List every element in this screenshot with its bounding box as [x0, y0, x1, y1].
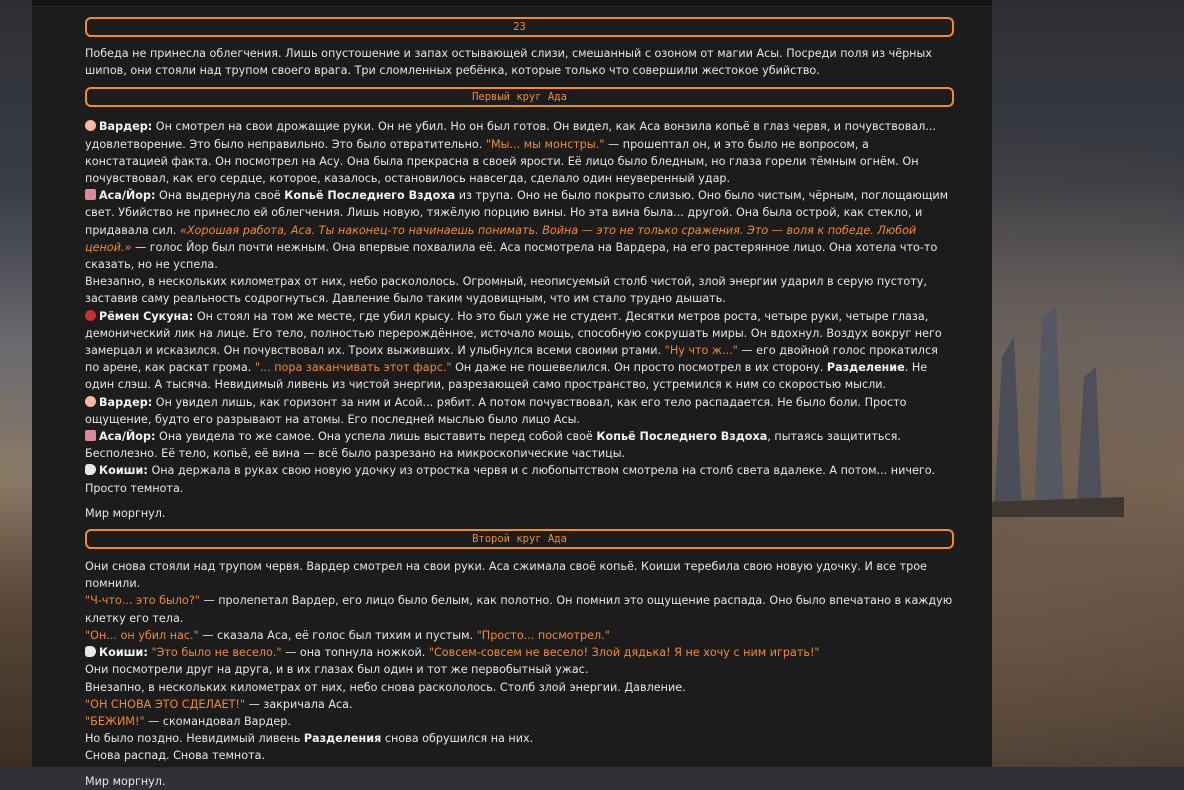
asa-paragraph-2: Аса/Йор: Она увидела то же самое. Она успела лишь выставить перед собой своё Копьё Последнего Вздоха, пытаясь защититься. Бесполезно. Её тело, копьё, её вина — всё было разрезано на микроскопические частицы.: [85, 430, 901, 461]
sukuna-paragraph: Рёмен Сукуна: Он стоял на том же месте, где убил крысу. Но это был уже не студент. Десятки метров роста, четыре руки, четыре глаза, демонический лик на лице. Его тело, полностью перерождённое, источало мощь, способную сокрушать миры. Он вдохнул. Воздух вокруг него замерцал и исказился. Он почувствовал их. Троих выживших. И улыбнулся всеми своими ртами. "Ну что ж..." — его двойной голос прокатился по арене, как раскат грома. "... пора заканчивать этот фарс." Он даже не пошевелился. Он просто посмотрел в их сторону. Разделение. Не один слэш. А тысяча. Невидимый ливень из чистой энергии, разрезающей само пространство, устремился к ним со скоростью мысли.: [85, 309, 942, 392]
section-title-first-circle: Первый круг Ада: [85, 87, 954, 107]
world-blinked-1: Мир моргнул.: [85, 506, 166, 520]
ruins-illustration: [984, 297, 1124, 517]
s2-line-1: Они снова стояли над трупом червя. Вардер смотрел на свои руки. Аса сжимала своё копьё. Коиши теребила свою новую удочку. И все трое помнили.: [85, 560, 927, 591]
woman-emoji-icon: [85, 430, 96, 441]
bird-emoji-icon: [85, 646, 96, 657]
s2-line-6: Внезапно, в нескольких километрах от них, небо снова раскололось. Столб злой энергии. Давление.: [85, 680, 686, 694]
s2-line-8: "БЕЖИМ!" — скомандовал Вардер.: [85, 714, 291, 728]
face-emoji-icon: [85, 396, 96, 407]
s2-line-2: "Ч-что... это было?" — пролепетал Вардер, его лицо было белым, как полотно. Он помнил это ощущение распада. Оно было впечатано в каждую клетку его тела.: [85, 594, 953, 625]
chat-content-panel: [32, 0, 992, 788]
s2-line-7: "ОН СНОВА ЭТО СДЕЛАЕТ!" — закричала Аса.: [85, 697, 353, 711]
speaker-name: Вардер:: [99, 120, 153, 134]
woman-emoji-icon: [85, 189, 96, 200]
speaker-name: Аса/Йор:: [99, 430, 156, 444]
sudden-paragraph: Внезапно, в нескольких километрах от них, небо раскололось. Огромный, неописуемый столб чистой, злой энергии ударил в серую пустоту, заставив саму реальность содрогнуться. Давление было таким чудовищным, что им стало трудно дышать.: [85, 275, 927, 306]
s2-line-4: Коиши: "Это было не весело." — она топнула ножкой. "Совсем-совсем не весело! Злой дядька! Я не хочу с ним играть!": [85, 644, 954, 661]
s2-line-10: Снова распад. Снова темнота.: [85, 749, 266, 763]
s2-line-9: Но было поздно. Невидимый ливень Разделения снова обрушился на них.: [85, 732, 534, 746]
asa-paragraph-1: Аса/Йор: Она выдернула своё Копьё Последнего Вздоха из трупа. Оно не было покрыто слизью. Оно было чистым, чёрным, поглощающим свет. Убийство не принесло ей облегчения. Лишь новую, тяжёлую порцию вины. Но эта вина была... другой. Она была острой, как стекло, и придавала сил. «Хорошая работа, Аса. Ты наконец-то начинаешь понимать. Война — это не только сражения. Это — воля к победе. Любой ценой.» — голос Йор был почти нежным. Она впервые похвалила её. Аса посмотрела на Вардера, на его растерянное лицо. Она хотела что-то сказать, но не успела.: [85, 189, 949, 272]
devil-emoji-icon: [85, 310, 96, 321]
section-title-second-circle: Второй круг Ада: [85, 529, 954, 549]
speaker-name: Аса/Йор:: [99, 189, 156, 203]
s2-line-5: Они посмотрели друг на друга, и в их глазах был один и тот же первобытный ужас.: [85, 663, 589, 677]
speaker-name: Вардер:: [99, 395, 153, 409]
s2-line-3: "Он... он убил нас." — сказала Аса, её голос был тихим и пустым. "Просто... посмотрел.": [85, 628, 610, 642]
speaker-name: Коиши:: [99, 464, 148, 478]
speaker-name: Рёмен Сукуна:: [99, 309, 194, 323]
intro-paragraph: Победа не принесла облегчения. Лишь опустошение и запах остывающей слизи, смешанный с озоном от магии Асы. Посреди поля из чёрных шипов, они стояли над трупом своего врага. Три сломленных ребёнка, которые только что совершили жестокое убийство.: [85, 47, 932, 78]
world-blinked-2: Мир моргнул.: [85, 774, 166, 788]
vader-paragraph-1: Вардер: Он смотрел на свои дрожащие руки. Он не убил. Но он был готов. Он видел, как Аса вонзила копьё в глаз червя, и почувствовал... удовлетворение. Это было неправильно. Это было отвратительно. "Мы... мы монстры." — прошептал он, и это было не вопросом, а констатацией факта. Он посмотрел на Асу. Она была прекрасна в своей ярости. Её лицо было бледным, но глаза горели тёмным огнём. Он почувствовал, как его сердце, которое, казалось, остановилось навсегда, сделало один неуверенный удар.: [85, 120, 936, 186]
chapter-number-box: 23: [85, 17, 954, 37]
bird-emoji-icon: [85, 464, 96, 475]
koishi-paragraph: Коиши: Она держала в руках свою новую удочку из отростка червя и с любопытством смотрела на столб света вдалеке. А потом... ничего. Просто темнота.: [85, 464, 936, 495]
top-toolbar: [32, 0, 992, 7]
vader-paragraph-2: Вардер: Он увидел лишь, как горизонт за ним и Асой... рябит. А потом почувствовал, как его тело распадается. Не было боли. Просто ощущение, будто его разрывают на атомы. Его последней мыслью было лицо Асы.: [85, 395, 907, 426]
face-emoji-icon: [85, 120, 96, 131]
